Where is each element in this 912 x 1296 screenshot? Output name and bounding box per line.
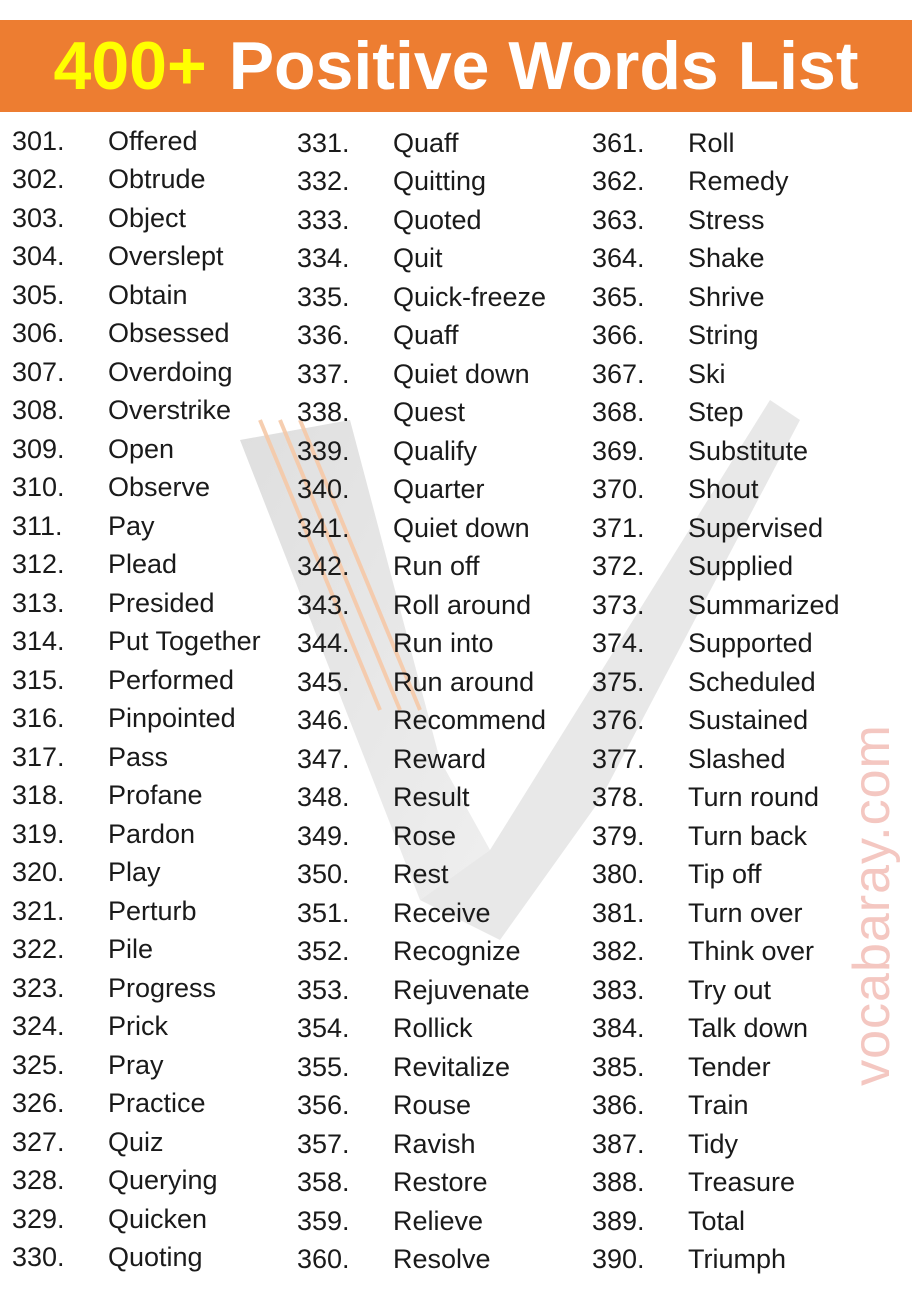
item-word: Pinpointed xyxy=(108,703,236,734)
item-word: Pay xyxy=(108,510,155,541)
item-word: Ravish xyxy=(393,1128,476,1159)
item-number: 341. xyxy=(297,512,350,543)
item-word: Substitute xyxy=(688,435,809,466)
list-item xyxy=(12,892,261,931)
list-item xyxy=(592,817,840,856)
item-number: 360. xyxy=(297,1244,350,1275)
item-word: Quicken xyxy=(108,1203,208,1234)
item-word: Result xyxy=(393,782,470,813)
item-word: Overdoing xyxy=(108,356,233,387)
list-item xyxy=(592,471,840,510)
list-item xyxy=(12,276,261,315)
list-item xyxy=(592,432,840,471)
item-word: Plead xyxy=(108,549,178,580)
list-item xyxy=(592,894,840,933)
item-number: 345. xyxy=(297,666,350,697)
item-number: 335. xyxy=(297,281,350,312)
item-number: 344. xyxy=(297,628,350,659)
list-item xyxy=(297,625,546,664)
item-number: 376. xyxy=(592,705,645,736)
item-number: 334. xyxy=(297,243,350,274)
item-word: Quoted xyxy=(393,204,482,235)
list-item xyxy=(592,1241,840,1280)
watermark-text: vocabaray.com xyxy=(843,724,901,1086)
word-column-1 xyxy=(12,122,261,1277)
item-number: 325. xyxy=(12,1049,65,1080)
list-item xyxy=(297,740,546,779)
item-number: 342. xyxy=(297,551,350,582)
item-word: Put Together xyxy=(108,626,261,657)
item-word: Roll xyxy=(688,127,735,158)
item-word: Quiz xyxy=(108,1126,164,1157)
list-item xyxy=(297,586,546,625)
list-item xyxy=(592,394,840,433)
list-item xyxy=(12,1200,261,1239)
list-item xyxy=(592,1202,840,1241)
item-number: 390. xyxy=(592,1244,645,1275)
list-item xyxy=(297,1010,546,1049)
list-item xyxy=(297,163,546,202)
item-word: Resolve xyxy=(393,1244,491,1275)
item-number: 339. xyxy=(297,435,350,466)
item-word: Quaff xyxy=(393,127,459,158)
item-word: Think over xyxy=(688,936,815,967)
item-number: 343. xyxy=(297,589,350,620)
list-item xyxy=(12,1046,261,1085)
item-number: 359. xyxy=(297,1205,350,1236)
list-item xyxy=(12,1008,261,1047)
item-number: 367. xyxy=(592,358,645,389)
list-item xyxy=(297,1125,546,1164)
list-item xyxy=(592,663,840,702)
list-item xyxy=(12,815,261,854)
item-number: 338. xyxy=(297,397,350,428)
list-item xyxy=(297,1087,546,1126)
item-word: Play xyxy=(108,857,161,888)
item-word: Observe xyxy=(108,472,211,503)
item-word: Obsessed xyxy=(108,318,230,349)
item-number: 305. xyxy=(12,279,65,310)
list-item xyxy=(12,1239,261,1278)
list-item xyxy=(592,1125,840,1164)
item-number: 356. xyxy=(297,1090,350,1121)
list-item xyxy=(12,584,261,623)
item-word: Quick-freeze xyxy=(393,281,547,312)
item-word: Progress xyxy=(108,972,217,1003)
item-number: 352. xyxy=(297,936,350,967)
item-number: 346. xyxy=(297,705,350,736)
item-number: 330. xyxy=(12,1242,65,1273)
item-number: 303. xyxy=(12,202,65,233)
item-number: 385. xyxy=(592,1051,645,1082)
list-item xyxy=(297,1202,546,1241)
list-item xyxy=(297,779,546,818)
item-number: 329. xyxy=(12,1203,65,1234)
list-item xyxy=(297,1048,546,1087)
list-item xyxy=(297,201,546,240)
list-item xyxy=(592,740,840,779)
list-item xyxy=(592,1164,840,1203)
list-item xyxy=(12,1123,261,1162)
item-number: 322. xyxy=(12,934,65,965)
item-word: Tender xyxy=(688,1051,771,1082)
item-number: 306. xyxy=(12,318,65,349)
item-word: Quiet down xyxy=(393,358,530,389)
list-item xyxy=(592,1010,840,1049)
list-item xyxy=(12,507,261,546)
item-number: 318. xyxy=(12,780,65,811)
item-number: 336. xyxy=(297,320,350,351)
list-item xyxy=(592,548,840,587)
list-item xyxy=(297,240,546,279)
item-number: 333. xyxy=(297,204,350,235)
item-word: Step xyxy=(688,397,744,428)
item-word: Treasure xyxy=(688,1167,796,1198)
list-item xyxy=(12,122,261,161)
item-number: 315. xyxy=(12,664,65,695)
item-number: 308. xyxy=(12,395,65,426)
item-word: Pray xyxy=(108,1049,164,1080)
item-word: Obtain xyxy=(108,279,188,310)
item-word: Object xyxy=(108,202,187,233)
item-word: Overstrike xyxy=(108,395,232,426)
list-item xyxy=(592,933,840,972)
item-word: Presided xyxy=(108,587,215,618)
item-word: Qualify xyxy=(393,435,478,466)
item-number: 312. xyxy=(12,549,65,580)
list-item xyxy=(297,933,546,972)
list-item xyxy=(12,700,261,739)
title-number: 400+ xyxy=(53,28,207,104)
item-number: 331. xyxy=(297,127,350,158)
list-item xyxy=(297,317,546,356)
item-word: Quarter xyxy=(393,474,485,505)
item-word: Tidy xyxy=(688,1128,739,1159)
list-item xyxy=(297,432,546,471)
list-item xyxy=(297,355,546,394)
item-word: Quitting xyxy=(393,166,487,197)
item-word: Restore xyxy=(393,1167,488,1198)
item-number: 365. xyxy=(592,281,645,312)
list-item xyxy=(592,240,840,279)
item-number: 347. xyxy=(297,743,350,774)
list-item xyxy=(592,124,840,163)
item-number: 304. xyxy=(12,241,65,272)
item-word: Rest xyxy=(393,859,449,890)
item-number: 332. xyxy=(297,166,350,197)
item-word: Rejuvenate xyxy=(393,974,530,1005)
item-number: 387. xyxy=(592,1128,645,1159)
item-word: Overslept xyxy=(108,241,224,272)
item-number: 324. xyxy=(12,1011,65,1042)
item-word: Practice xyxy=(108,1088,206,1119)
list-item xyxy=(297,817,546,856)
list-item xyxy=(592,509,840,548)
item-number: 353. xyxy=(297,974,350,1005)
item-word: Shout xyxy=(688,474,759,505)
item-number: 355. xyxy=(297,1051,350,1082)
list-item xyxy=(12,392,261,431)
list-item xyxy=(592,779,840,818)
item-word: Total xyxy=(688,1205,746,1236)
item-number: 378. xyxy=(592,782,645,813)
item-word: Stress xyxy=(688,204,765,235)
list-item xyxy=(12,199,261,238)
item-number: 307. xyxy=(12,356,65,387)
list-item xyxy=(297,856,546,895)
list-item xyxy=(12,469,261,508)
list-item xyxy=(12,1162,261,1201)
list-item xyxy=(592,971,840,1010)
list-item xyxy=(592,586,840,625)
list-item xyxy=(297,394,546,433)
item-word: Run around xyxy=(393,666,535,697)
item-number: 379. xyxy=(592,820,645,851)
list-item xyxy=(12,777,261,816)
item-word: Relieve xyxy=(393,1205,484,1236)
list-item xyxy=(297,663,546,702)
list-item xyxy=(12,931,261,970)
item-number: 337. xyxy=(297,358,350,389)
item-word: Querying xyxy=(108,1165,218,1196)
list-item xyxy=(297,971,546,1010)
list-item xyxy=(12,969,261,1008)
item-number: 377. xyxy=(592,743,645,774)
item-number: 370. xyxy=(592,474,645,505)
item-word: Shake xyxy=(688,243,765,274)
item-number: 373. xyxy=(592,589,645,620)
item-word: Open xyxy=(108,433,175,464)
item-word: Supplied xyxy=(688,551,794,582)
item-word: Quaff xyxy=(393,320,459,351)
item-number: 382. xyxy=(592,936,645,967)
item-word: Shrive xyxy=(688,281,765,312)
item-number: 357. xyxy=(297,1128,350,1159)
item-word: Roll around xyxy=(393,589,532,620)
item-number: 361. xyxy=(592,127,645,158)
item-word: Profane xyxy=(108,780,203,811)
list-item xyxy=(592,201,840,240)
item-word: Ski xyxy=(688,358,726,389)
item-number: 316. xyxy=(12,703,65,734)
item-word: Rose xyxy=(393,820,457,851)
item-number: 384. xyxy=(592,1013,645,1044)
item-number: 310. xyxy=(12,472,65,503)
list-item xyxy=(297,278,546,317)
list-item xyxy=(297,548,546,587)
list-item xyxy=(297,509,546,548)
item-word: Turn back xyxy=(688,820,808,851)
item-number: 313. xyxy=(12,587,65,618)
list-item xyxy=(297,894,546,933)
list-item xyxy=(592,702,840,741)
item-number: 368. xyxy=(592,397,645,428)
item-word: Talk down xyxy=(688,1013,809,1044)
page-title: Positive Words List xyxy=(228,28,859,104)
item-number: 388. xyxy=(592,1167,645,1198)
list-item xyxy=(12,315,261,354)
item-word: Prick xyxy=(108,1011,168,1042)
item-number: 321. xyxy=(12,895,65,926)
item-word: Turn round xyxy=(688,782,820,813)
item-word: Summarized xyxy=(688,589,840,620)
item-number: 317. xyxy=(12,741,65,772)
item-word: Train xyxy=(688,1090,749,1121)
list-item xyxy=(12,430,261,469)
item-number: 380. xyxy=(592,859,645,890)
item-number: 311. xyxy=(12,510,63,541)
item-word: Supervised xyxy=(688,512,824,543)
item-number: 349. xyxy=(297,820,350,851)
list-item xyxy=(592,1087,840,1126)
list-item xyxy=(12,546,261,585)
item-number: 381. xyxy=(592,897,645,928)
item-word: Pardon xyxy=(108,818,196,849)
item-word: Slashed xyxy=(688,743,786,774)
list-item xyxy=(592,625,840,664)
item-word: Sustained xyxy=(688,705,809,736)
list-item xyxy=(12,1085,261,1124)
list-item xyxy=(297,702,546,741)
item-number: 328. xyxy=(12,1165,65,1196)
list-item xyxy=(592,1048,840,1087)
item-word: Pass xyxy=(108,741,169,772)
item-number: 371. xyxy=(592,512,645,543)
item-word: Supported xyxy=(688,628,813,659)
list-item xyxy=(297,1241,546,1280)
item-number: 383. xyxy=(592,974,645,1005)
item-number: 327. xyxy=(12,1126,65,1157)
item-number: 372. xyxy=(592,551,645,582)
item-word: Receive xyxy=(393,897,491,928)
list-item xyxy=(592,856,840,895)
item-number: 301. xyxy=(12,125,65,156)
item-number: 320. xyxy=(12,857,65,888)
item-word: Tip off xyxy=(688,859,762,890)
item-word: Revitalize xyxy=(393,1051,511,1082)
item-word: Offered xyxy=(108,125,198,156)
list-item xyxy=(12,238,261,277)
item-number: 348. xyxy=(297,782,350,813)
item-word: Recommend xyxy=(393,705,547,736)
item-number: 354. xyxy=(297,1013,350,1044)
item-word: Scheduled xyxy=(688,666,816,697)
item-number: 369. xyxy=(592,435,645,466)
item-number: 323. xyxy=(12,972,65,1003)
list-item xyxy=(297,471,546,510)
item-word: Remedy xyxy=(688,166,789,197)
item-word: Rouse xyxy=(393,1090,472,1121)
list-item xyxy=(12,161,261,200)
item-number: 319. xyxy=(12,818,65,849)
title-banner xyxy=(0,20,912,112)
list-item xyxy=(297,124,546,163)
item-number: 302. xyxy=(12,164,65,195)
item-word: Recognize xyxy=(393,936,521,967)
item-number: 362. xyxy=(592,166,645,197)
list-item xyxy=(592,278,840,317)
item-word: Performed xyxy=(108,664,235,695)
item-word: Quest xyxy=(393,397,466,428)
item-word: Quiet down xyxy=(393,512,530,543)
list-item xyxy=(12,353,261,392)
item-number: 375. xyxy=(592,666,645,697)
list-item xyxy=(592,355,840,394)
item-number: 309. xyxy=(12,433,65,464)
item-number: 374. xyxy=(592,628,645,659)
item-word: Turn over xyxy=(688,897,803,928)
item-number: 358. xyxy=(297,1167,350,1198)
list-item xyxy=(12,623,261,662)
list-item xyxy=(12,661,261,700)
item-number: 366. xyxy=(592,320,645,351)
item-word: Reward xyxy=(393,743,487,774)
list-item xyxy=(12,854,261,893)
list-item xyxy=(12,738,261,777)
list-item xyxy=(297,1164,546,1203)
item-number: 326. xyxy=(12,1088,65,1119)
item-number: 364. xyxy=(592,243,645,274)
item-word: Perturb xyxy=(108,895,197,926)
item-word: Triumph xyxy=(688,1244,787,1275)
item-word: Pile xyxy=(108,934,154,965)
item-word: String xyxy=(688,320,759,351)
list-item xyxy=(592,317,840,356)
item-number: 386. xyxy=(592,1090,645,1121)
item-word: Try out xyxy=(688,974,772,1005)
list-item xyxy=(592,163,840,202)
item-word: Quit xyxy=(393,243,443,274)
item-word: Obtrude xyxy=(108,164,206,195)
item-word: Rollick xyxy=(393,1013,473,1044)
item-word: Run off xyxy=(393,551,480,582)
item-number: 340. xyxy=(297,474,350,505)
word-column-3 xyxy=(592,124,840,1279)
item-number: 351. xyxy=(297,897,350,928)
item-number: 363. xyxy=(592,204,645,235)
item-number: 314. xyxy=(12,626,65,657)
item-word: Run into xyxy=(393,628,494,659)
item-number: 350. xyxy=(297,859,350,890)
item-number: 389. xyxy=(592,1205,645,1236)
item-word: Quoting xyxy=(108,1242,203,1273)
word-column-2 xyxy=(297,124,546,1279)
